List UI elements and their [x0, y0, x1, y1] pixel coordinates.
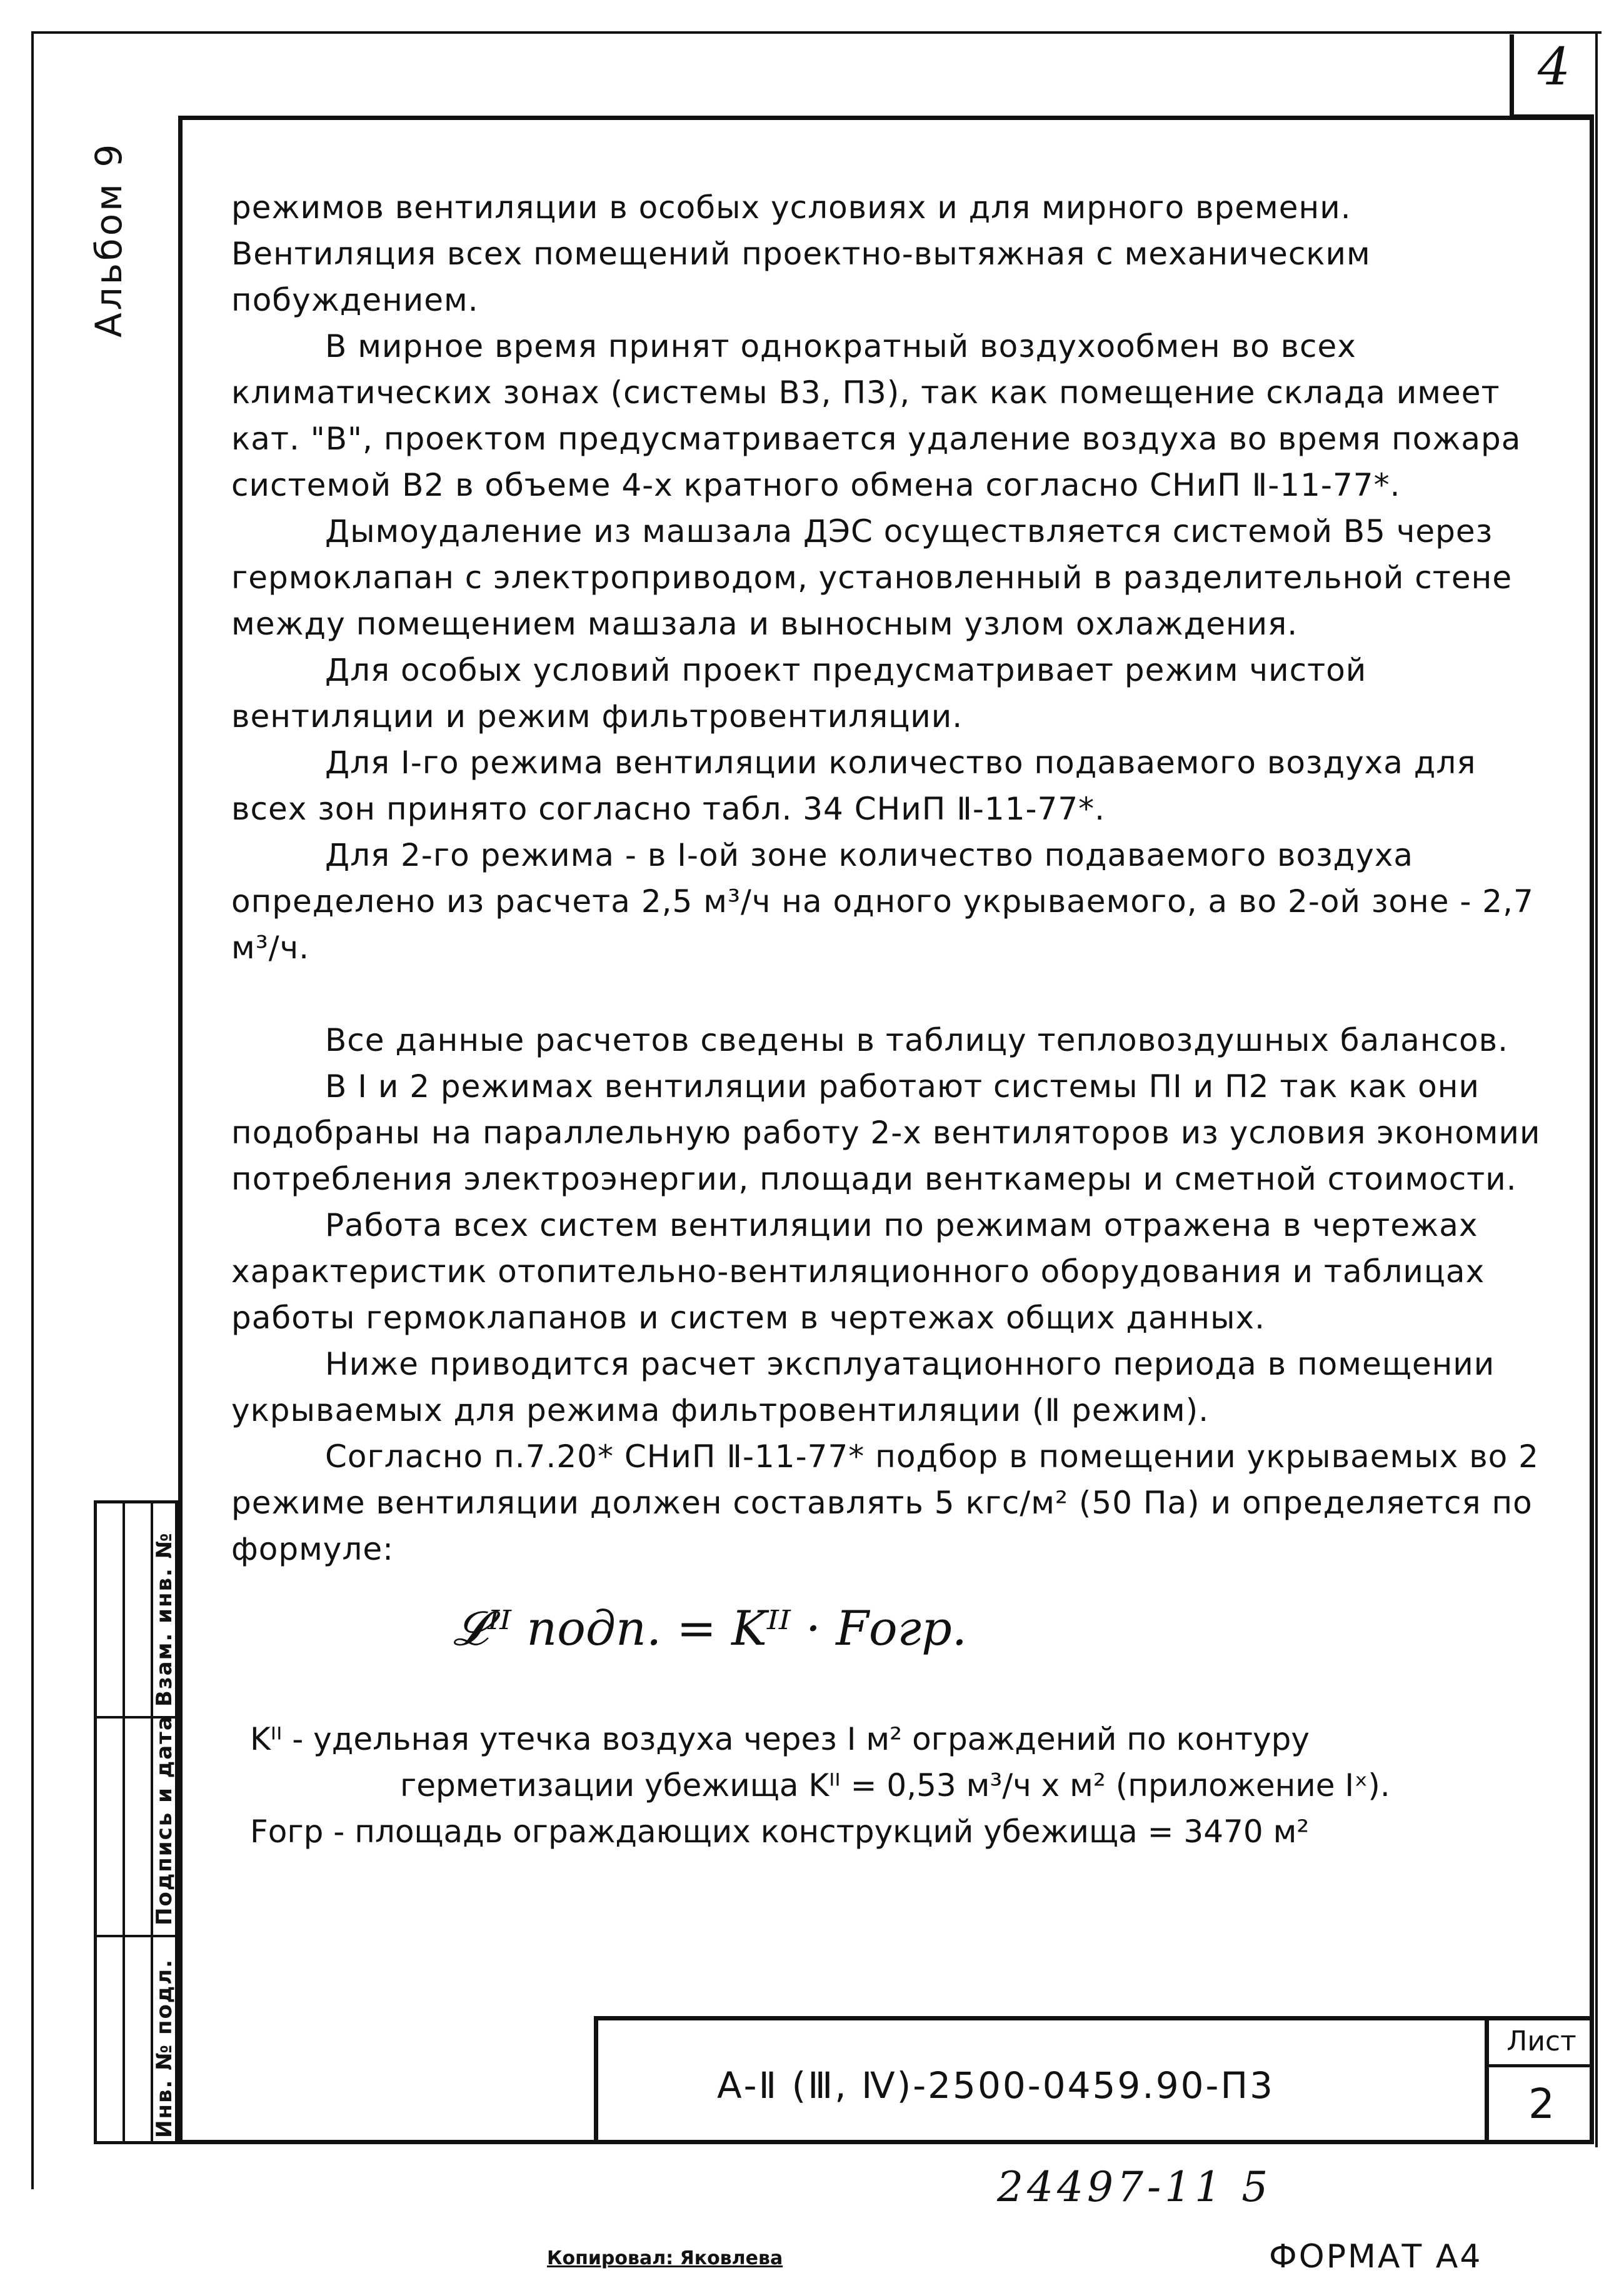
title-block: [594, 2016, 1594, 2144]
paragraph: Согласно п.7.20* СНиП Ⅱ-11-77* подбор в помещении укрываемых во 2 режиме вентиляции должен составлять 5 кгс/м² (50 Па) и определяется по формуле:: [231, 1438, 1539, 1567]
formula: 𝓛ᴵᴵ подп. = Kᴵᴵ · Fогр.: [453, 1600, 967, 1656]
document-code: А-Ⅱ (Ⅲ, Ⅳ)-2500-0459.90-П3: [717, 2064, 1275, 2107]
stamp-inv-replacement: Взам. инв. №: [152, 1532, 177, 1707]
stamp-column: [97, 1503, 125, 2141]
page-number-box: [1510, 34, 1594, 119]
paragraph: Работа всех систем вентиляции по режимам отражена в чертежах характеристик отопительно-вентиляционного оборудования и таблицах работы гермоклапанов и систем в чертежах общих данных.: [231, 1207, 1485, 1336]
copied-by: Копировал: Яковлева: [547, 2247, 783, 2269]
definition-k-continued: герметизации убежища Kᴵᴵ = 0,53 м³/ч х м² (приложение Ⅰˣ).: [400, 1767, 1390, 1804]
paragraph: Для 2-го режима - в Ⅰ-ой зоне количество подаваемого воздуха определено из расчета 2,5 м³/ч на одного укрываемого, а во 2-ой зоне - 2,7 м³/ч.: [231, 837, 1534, 966]
frame-right-line: [1595, 31, 1598, 2147]
definitions: [250, 1716, 1594, 1855]
stamp-inv-original: Инв. № подл.: [152, 1958, 177, 2138]
archive-number: 24497-11 5: [997, 2163, 1272, 2211]
paper-format: ФОРМАТ А4: [1269, 2238, 1483, 2275]
page-number: 4: [1537, 38, 1571, 97]
stamp-divider: [97, 1935, 175, 1937]
stamp-column: [125, 1503, 153, 2141]
definition-f: Fогр - площадь ограждающих конструкций убежища = 3470 м²: [250, 1814, 1310, 1850]
paragraph: Дымоудаление из машзала ДЭС осуществляется системой В5 через гермоклапан с электроприводом, установленный в разделительной стене между помещением машзала и выносным узлом охлаждения.: [231, 513, 1513, 642]
paragraph: Ниже приводится расчет эксплуатационного периода в помещении укрываемых для режима фильтровентиляции (Ⅱ режим).: [231, 1346, 1495, 1428]
definition-k: Kᴵᴵ - удельная утечка воздуха через Ⅰ м² ограждений по контуру: [250, 1721, 1310, 1757]
stamp-signature-date: Подпись и дата: [152, 1715, 177, 1925]
sheet-cell: [1485, 2020, 1594, 2144]
sheet-label: Лист: [1506, 2025, 1576, 2057]
approval-stamp: [94, 1500, 178, 2144]
paragraph: Для Ⅰ-го режима вентиляции количество подаваемого воздуха для всех зон принято согласно табл. 34 СНиП Ⅱ-11-77*.: [231, 745, 1476, 827]
album-label: Альбом 9: [88, 141, 130, 338]
paragraph: Все данные расчетов сведены в таблицу тепловоздушных балансов.: [325, 1022, 1509, 1058]
paragraph: В мирное время принят однократный воздухообмен во всех климатических зонах (системы В3, П3), так как помещение склада имеет кат. "В", проектом предусматривается удаление воздуха во время пожара системой В2 в объеме 4-х кратного обмена согласно СНиП Ⅱ-11-77*.: [231, 328, 1521, 503]
sheet-divider: [1489, 2064, 1594, 2067]
paragraph: Для особых условий проект предусматривает режим чистой вентиляции и режим фильтровентиляции.: [231, 652, 1367, 735]
sheet-number: 2: [1528, 2080, 1555, 2128]
paragraph: В Ⅰ и 2 режимах вентиляции работают системы ПⅠ и П2 так как они подобраны на параллельную работу 2-х вентиляторов из условия экономии потребления электроэнергии, площади венткамеры и сметной стоимости.: [231, 1068, 1541, 1197]
document-body: [231, 184, 1550, 1572]
paragraph-gap: [231, 971, 1550, 1017]
paragraph: режимов вентиляции в особых условиях и для мирного времени. Вентиляция всех помещений проектно-вытяжная с механическим побуждением.: [231, 189, 1371, 318]
